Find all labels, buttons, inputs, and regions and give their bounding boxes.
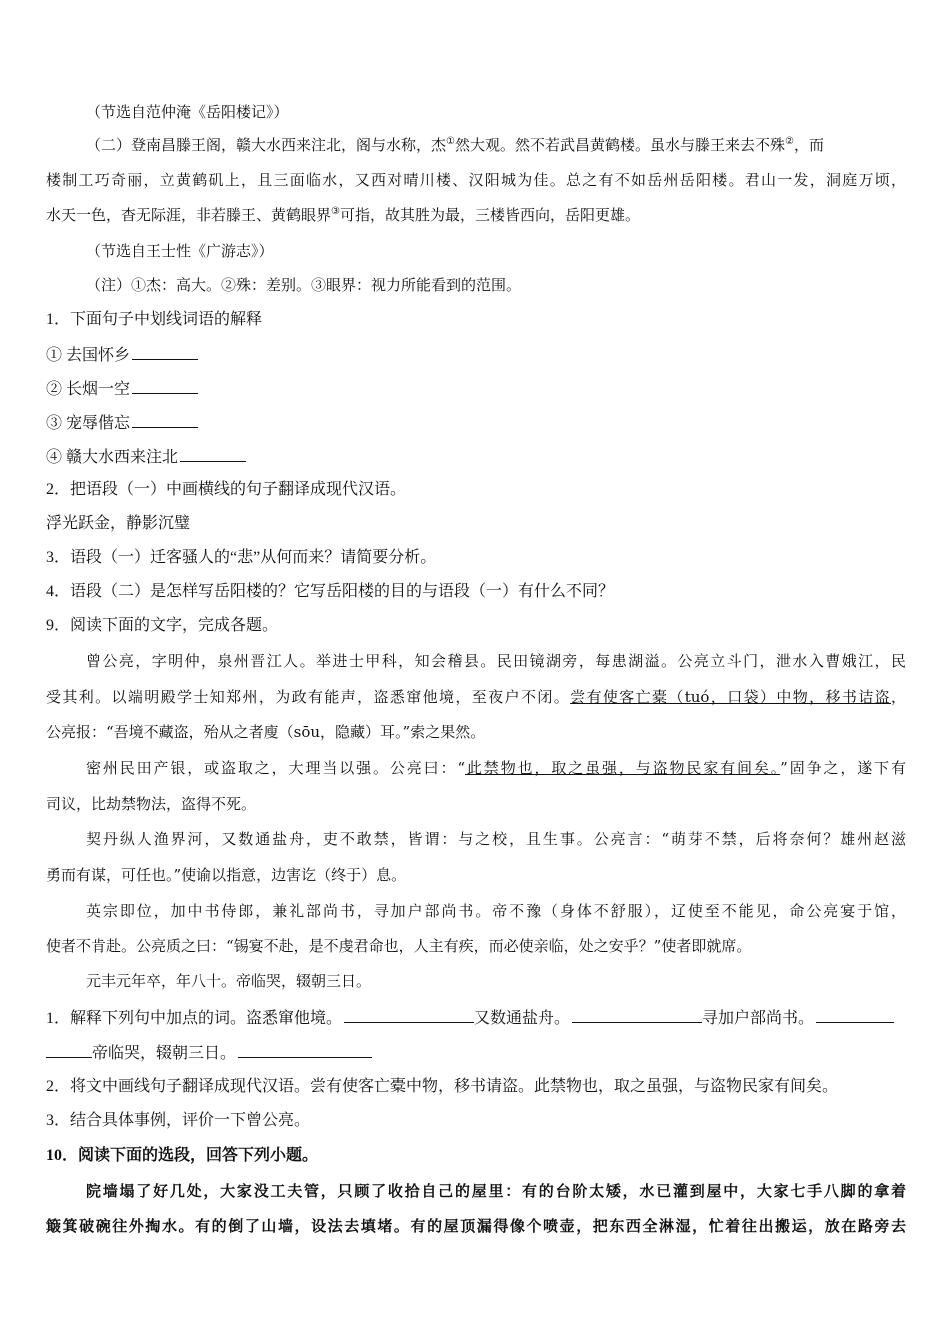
- passage-two-source: （节选自王士性《广游志》）: [86, 242, 274, 260]
- question-2: 2．把语段（一）中画横线的句子翻译成现代汉语。: [46, 481, 407, 498]
- section-10-line-2: 簸箕破碗往外掏水。有的倒了山墙，设法去填堵。有的屋顶漏得像个喷壶，把东西全淋湿，忙着往出搬运，放在路旁去: [46, 1217, 906, 1235]
- question-1-item: [46, 411, 906, 435]
- item-text: ① 去国怀乡: [46, 347, 131, 364]
- note-mark: ②: [785, 136, 794, 147]
- section-9-p4-line-2: 使者不肯赴。公亮质之曰：“锡宴不赴，是不虔君命也，人主有疾，而必使亲临，处之安乎？”使者即就席。: [46, 937, 752, 955]
- text: 受其利。以端明殿学士知郑州，为政有能声，盗悉窜他境，至夜户不闭。: [46, 688, 571, 706]
- question-1-item: [46, 445, 906, 469]
- text: 水天一色，杳无际涯，非若滕王、黄鹤眼界: [46, 206, 332, 224]
- text: 寻加户部尚书。: [702, 1010, 815, 1027]
- answer-blank[interactable]: [132, 343, 198, 360]
- text: 又数通盐舟。: [474, 1010, 571, 1027]
- text: 可指，故其胜为最，三楼皆西向，岳阳更雄。: [339, 206, 640, 224]
- underlined-sentence: 此禁物也，取之虽强，与盗物民家有间矣。: [465, 759, 781, 777]
- item-text: ③ 宠辱偕忘: [46, 415, 131, 432]
- text: 然大观。然不若武昌黄鹤楼。虽水与滕王来去不殊: [454, 136, 785, 154]
- section-10-line-1: 院墙塌了好几处，大家没工夫管，只顾了收拾自己的屋里：有的台阶太矮，水已灌到屋中，大家七手八脚的拿着: [86, 1182, 906, 1200]
- answer-blank[interactable]: [132, 377, 198, 394]
- note-mark: ①: [446, 136, 455, 147]
- answer-blank[interactable]: [238, 1041, 372, 1058]
- section-9-question-3: 3．结合具体事例，评价一下曾公亮。: [46, 1112, 311, 1129]
- passage-two-line-2: 楼制工巧奇丽，立黄鹤矶上，且三面临水，又西对晴川楼、汉阳城为佳。总之有不如岳州岳阳楼。君山一发，洞庭万顷，: [46, 171, 906, 189]
- section-9-header: 9．阅读下面的文字，完成各题。: [46, 617, 279, 634]
- section-9-p2-line-1: [86, 757, 906, 779]
- passage-one-source: （节选自范仲淹《岳阳楼记》）: [86, 103, 289, 121]
- section-9-p1-line-2: [46, 686, 906, 708]
- answer-blank[interactable]: [46, 1041, 92, 1058]
- section-9-p1-line-3: 公亮报：“吾境不藏盗，殆从之者廋（sōu，隐藏）耳。”索之果然。: [46, 723, 486, 741]
- section-9-question-1: [46, 1006, 906, 1030]
- text: ”固争之，遂下有: [780, 759, 907, 777]
- answer-blank[interactable]: [572, 1006, 702, 1023]
- section-9-p2-line-2: 司议，比劫禁物法，盗得不死。: [46, 795, 257, 813]
- section-9-question-1-cont: [46, 1041, 906, 1065]
- question-1: 1．下面句子中划线词语的解释: [46, 311, 263, 328]
- section-9-p3-line-2: 勇而有谋，可任也。”使谕以指意，边害讫（终于）息。: [46, 866, 407, 884]
- question-2-sentence: 浮光跃金，静影沉璧: [46, 515, 191, 532]
- section-9-p1-line-1: 曾公亮，字明仲，泉州晋江人。举进士甲科，知会稽县。民田镜湖旁，每患湖溢。公亮立斗门，泄水入曹娥江，民: [86, 652, 906, 670]
- text: 帝临哭，辍朝三日。: [92, 1045, 237, 1062]
- note-mark: ③: [331, 206, 340, 217]
- answer-blank[interactable]: [132, 411, 198, 428]
- text: 1．解释下列句中加点的词。盗悉窜他境。: [46, 1010, 343, 1027]
- section-9-p5: 元丰元年卒，年八十。帝临哭，辍朝三日。: [86, 972, 372, 990]
- text: ，而: [793, 136, 824, 154]
- passage-two-notes: （注）①杰：高大。②殊：差别。③眼界：视力所能看到的范围。: [86, 276, 522, 294]
- section-9-question-2: 2．将文中画线句子翻译成现代汉语。尝有使客亡橐中物，移书请盗。此禁物也，取之虽强，与盗物民家有间矣。: [46, 1078, 839, 1095]
- question-1-item: [46, 343, 906, 367]
- question-1-item: [46, 377, 906, 401]
- section-9-p3-line-1: 契丹纵人渔界河，又数通盐舟，吏不敢禁，皆谓：与之校，且生事。公亮言：“萌芽不禁，后将奈何？雄州赵滋: [86, 830, 906, 848]
- answer-blank[interactable]: [344, 1006, 474, 1023]
- passage-two-line-3: [46, 204, 906, 226]
- item-text: ④ 赣大水西来注北: [46, 449, 179, 466]
- passage-two-line-1: [86, 134, 906, 156]
- underlined-sentence: 尝有使客亡橐（tuó，口袋）中物，移书诘盗: [570, 688, 891, 706]
- section-10-header: 10．阅读下面的选段，回答下列小题。: [46, 1147, 319, 1164]
- text: 密州民田产银，或盗取之，大理当以强。公亮曰：“: [86, 759, 466, 777]
- text: （二）登南昌滕王阁，赣大水西来注北，阁与水称，杰: [86, 136, 447, 154]
- question-4: 4．语段（二）是怎样写岳阳楼的？它写岳阳楼的目的与语段（一）有什么不同？: [46, 583, 615, 600]
- answer-blank[interactable]: [180, 445, 246, 462]
- question-3: 3．语段（一）迁客骚人的“悲”从何而来？请简要分析。: [46, 549, 437, 566]
- answer-blank[interactable]: [816, 1006, 894, 1023]
- section-9-p4-line-1: 英宗即位，加中书侍郎，兼礼部尚书，寻加户部尚书。帝不豫（身体不舒服），辽使至不能见，命公亮宴于馆，: [86, 902, 906, 920]
- text: ，: [890, 688, 906, 706]
- item-text: ② 长烟一空: [46, 381, 131, 398]
